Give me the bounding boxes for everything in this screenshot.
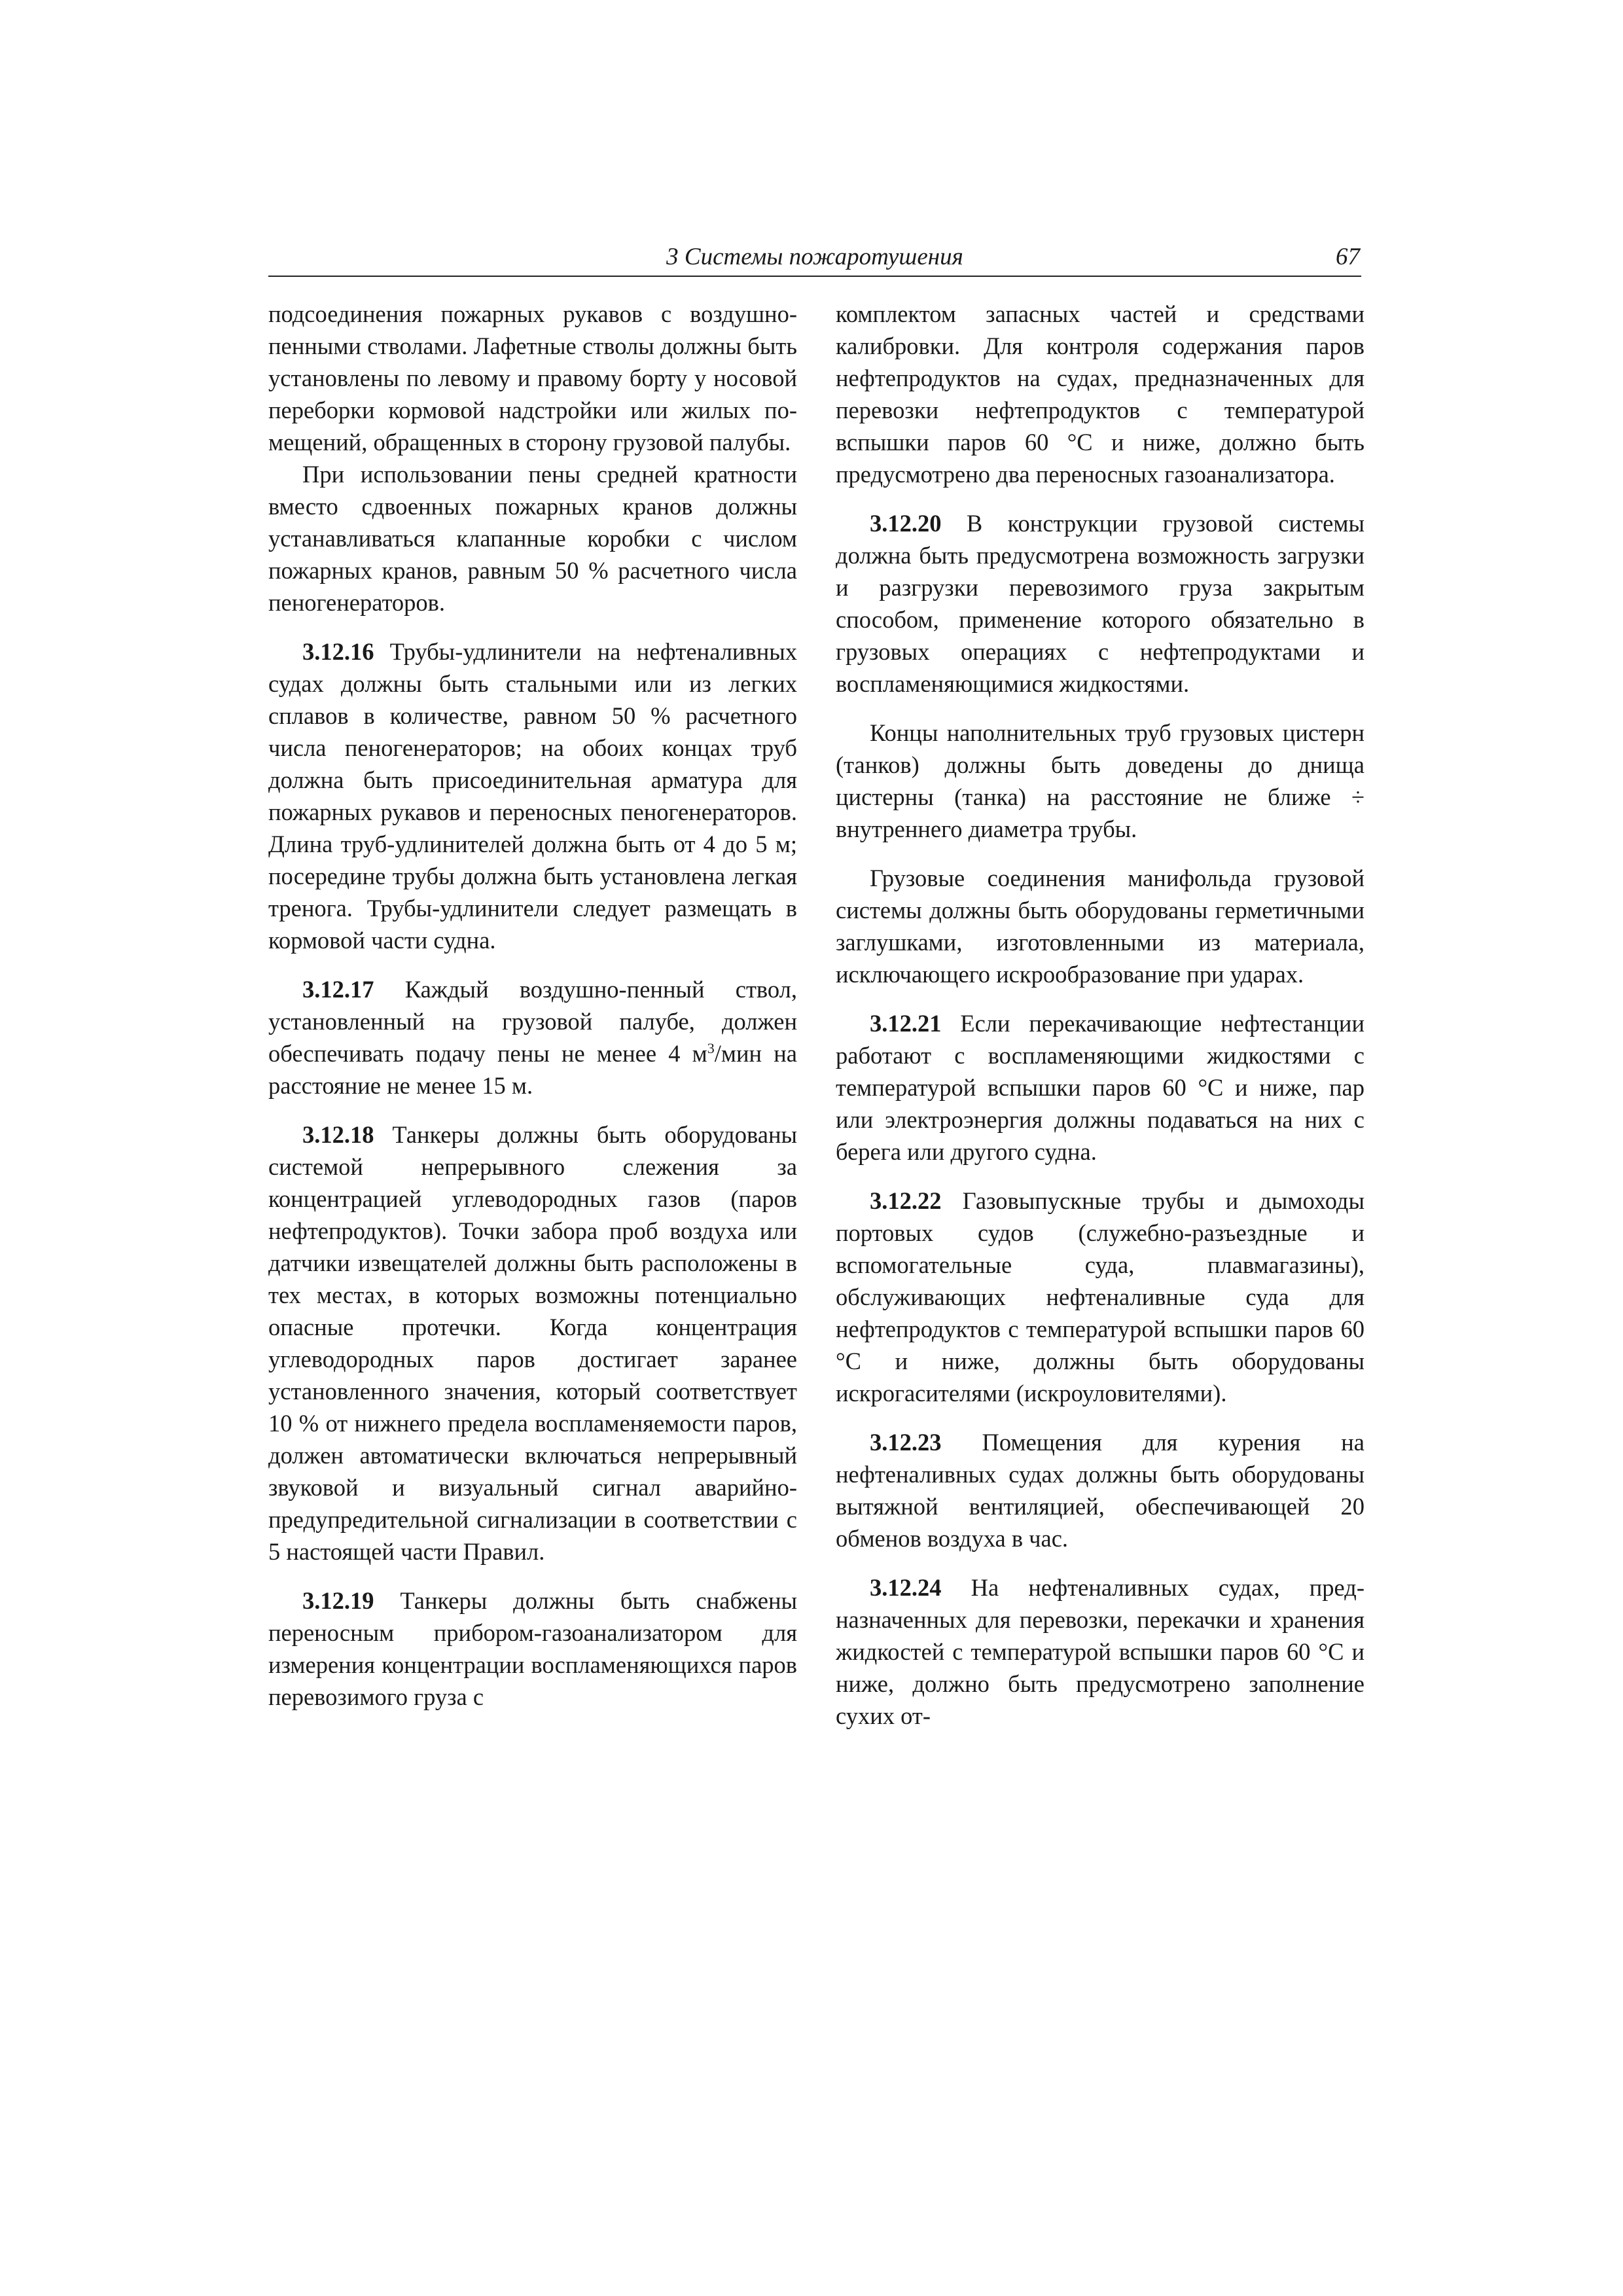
clause-number: 3.12.19 (302, 1587, 374, 1614)
clause-text: Танкеры должны быть снабжены переносным прибором-газоанализатором для измерения концентрации воспламеняющихся паров перевозимого груза с (268, 1587, 797, 1710)
clause-number: 3.12.21 (870, 1010, 942, 1037)
clause-3-12-17 (268, 973, 797, 1102)
clause-3-12-16 (268, 636, 797, 956)
clause-3-12-19 (268, 1585, 797, 1713)
clause-text: /мин на расстояние не менее 15 м. (268, 1040, 797, 1099)
clause-3-12-22 (836, 1185, 1364, 1409)
clause-text: Правил. (457, 1538, 545, 1565)
clause-text: Каждый воздушно-пенный ствол, установленный на грузовой палубе, должен обеспечивать подачу пены не менее 4 м (268, 976, 797, 1067)
paragraph: комплектом запасных частей и средствами калибровки. Для контроля содержания паров нефтепродуктов на судах, предназначенных для перевозки нефтепродуктов с температурой вспышки паров 60 °С и ниже, должно быть предусмотрено два переносных газоанализатора. (836, 300, 1364, 488)
clause-text: Помещения для курения на нефтеналивных судах должны быть оборудованы вытяжной вентиляцией, обеспечивающей 20 обменов воздуха в час. (836, 1429, 1364, 1552)
clause-3-12-24 (836, 1571, 1364, 1732)
clause-3-12-20 (836, 507, 1364, 700)
clause-number: 3.12.17 (302, 976, 374, 1003)
clause-text: Трубы-удлинители на нефтеналивных судах должны быть стальными или из легких сплавов в количестве, равном 50 % расчетного числа пеногенераторов; на обоих концах труб должна быть присоединительная арматура для пожарных рукавов и переносных пеногенераторов. Длина труб-удлинителей должна быть от 4 до 5 м; посередине трубы должна быть установлена легкая тренога. Трубы-удлинители следует размещать в кормовой части судна. (268, 638, 797, 954)
paragraph: При использовании пены средней кратности вместо сдвоенных пожарных кранов должны устанавливаться клапанные коробки с числом пожарных кранов, равным 50 % расчетного числа пеногенераторов. (268, 461, 797, 616)
superscript: 3 (707, 1039, 715, 1056)
clause-number: 3.12.24 (870, 1574, 942, 1601)
clause-3-12-21 (836, 1007, 1364, 1168)
cross-reference-link[interactable]: настоящей части (286, 1538, 457, 1565)
header-title: 3 Системы пожаротушения (666, 243, 963, 270)
clause-3-12-23 (836, 1426, 1364, 1554)
clause-text: На нефтеналивных судах, предназначенных для перевозки, перекачки и хранения жидкостей с температурой вспышки паров 60 °С и ниже, должно быть предусмотрено заполнение сухих от- (836, 1574, 1364, 1729)
clause-text: Если перекачивающие нефтестанции работают с воспламеняющими жидкостями с температурой вспышки паров 60 °С и ниже, пар или электроэнергия должны подаваться на них с берега или другого судна. (836, 1010, 1364, 1165)
clause-number: 3.12.18 (302, 1121, 374, 1148)
running-header (268, 239, 1361, 277)
clause-text: В конструкции грузовой системы должна быть предусмотрена возможность загрузки и разгрузки перевозимого груза закрытым способом, применение которого обязательно в грузовых операциях с нефтепродуктами и воспламеняющимися жидкостями. (836, 510, 1364, 697)
left-column (268, 298, 797, 1713)
clause-3-12-18 (268, 1119, 797, 1568)
right-column (836, 298, 1364, 1732)
clause-number: 3.12.22 (870, 1187, 942, 1214)
page-number: 67 (1336, 243, 1360, 270)
clause-number: 3.12.16 (302, 638, 374, 665)
clause-number: 3.12.20 (870, 510, 942, 537)
paragraph: Грузовые соединения манифольда грузовой системы должны быть оборудованы герметичными заглушками, изготовленными из материала, исключающего искрообразование при ударах. (836, 865, 1364, 988)
clause-number: 3.12.23 (870, 1429, 942, 1456)
paragraph: подсоединения пожарных рукавов с воздушно-пенными стволами. Лафетные стволы должны быть установлены по левому и правому борту у носовой переборки кормовой надстройки или жилых помещений, обращенных в сторону грузовой палубы. (268, 300, 797, 456)
clause-text: Танкеры должны быть оборудованы системой непрерывного слежения за концентрацией углеводородных газов (паров нефтепродуктов). Точки забора проб воздуха или датчики извещателей должны быть расположены в тех местах, в которых возможны потенциально опасные протечки. Когда концентрация углеводородных паров достигает заранее установленного значения, который соответствует 10 % от нижнего предела воспламеняемости паров, должен автоматически включаться непрерывный звуковой и визуальный сигнал аварийно-предупредительной сигнализации в соответствии с 5 (268, 1121, 797, 1565)
clause-text: Газовыпускные трубы и дымоходы портовых судов (служебно-разъездные и вспомогательные суда, плавмагазины), обслуживающих нефтеналивные суда для нефтепродуктов с температурой вспышки паров 60 °С и ниже, должны быть оборудованы искрогасителями (искроуловителями). (836, 1187, 1364, 1407)
paragraph: Концы наполнительных труб грузовых цистерн (танков) должны быть доведены до днища цистерны (танка) на расстояние не ближе ÷ внутреннего диаметра трубы. (836, 719, 1364, 842)
